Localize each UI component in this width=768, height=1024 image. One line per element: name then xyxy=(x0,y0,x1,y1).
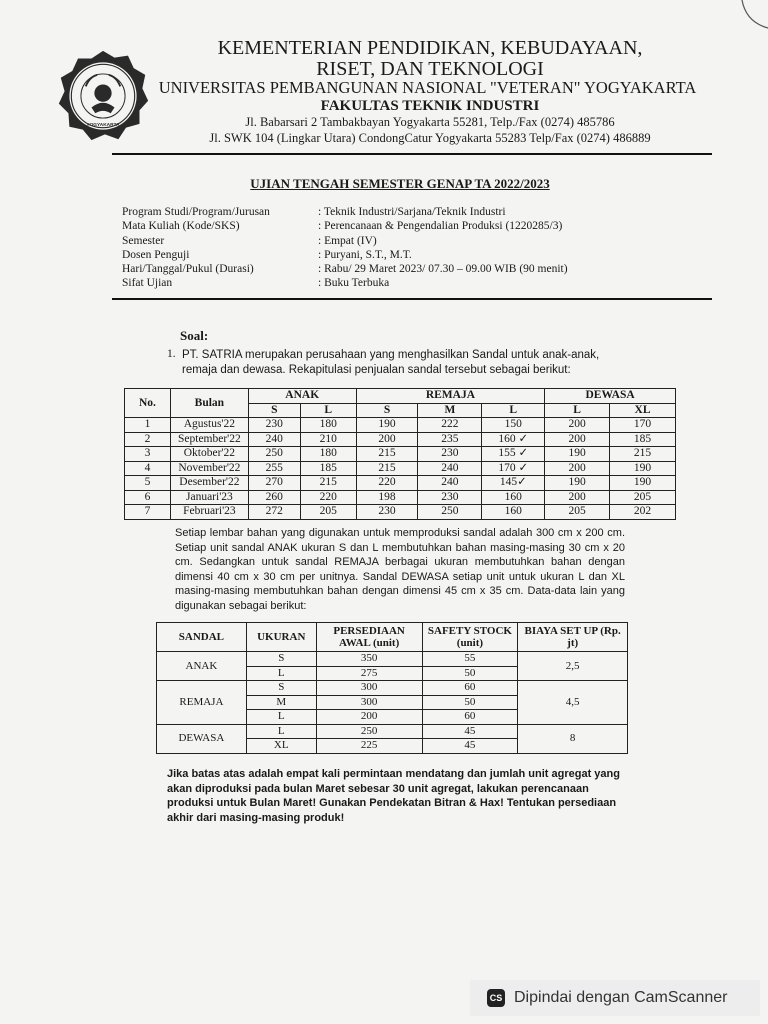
cell-sales: 200 xyxy=(545,461,610,476)
sales-table xyxy=(124,388,676,520)
cell-sales: 185 xyxy=(610,432,676,447)
header-address-1: Jl. Babarsari 2 Tambakbayan Yogyakarta 55281, Telp./Fax (0274) 485786 xyxy=(245,115,615,129)
header-university: UNIVERSITAS PEMBANGUNAN NASIONAL "VETERAN" YOGYAKARTA xyxy=(158,78,697,97)
cell-sales: 190 xyxy=(610,476,676,491)
cell-sales: 160 ✓ xyxy=(482,432,545,447)
header-address-2: Jl. SWK 104 (Lingkar Utara) CondongCatur Yogyakarta 55283 Telp/Fax (0274) 486889 xyxy=(209,131,651,145)
cell-ukuran: S xyxy=(246,652,316,667)
cell-sales: 215 xyxy=(300,476,356,491)
header-bulan: Bulan xyxy=(170,389,248,418)
info-label: Dosen Penguji xyxy=(122,248,190,261)
instructions-paragraph: Jika batas atas adalah empat kali permintaan mendatang dan jumlah unit agregat yang akan diproduksi pada bulan Maret sebesar 30 unit agregat, lakukan perencanaan produksi untuk Bulan Maret! Gunakan Pendekatan Bitran & Hax! Tentukan persediaan akhir dari masing-masing produk! xyxy=(167,768,620,824)
cell-sales: 202 xyxy=(610,505,676,520)
cell-safety: 60 xyxy=(422,681,518,696)
cell-no: 7 xyxy=(125,505,171,520)
cell-sales: 170 ✓ xyxy=(482,461,545,476)
cell-sales: 205 xyxy=(545,505,610,520)
info-label: Sifat Ujian xyxy=(122,277,173,290)
cell-biaya: 8 xyxy=(518,724,628,753)
cell-safety: 60 xyxy=(422,710,518,725)
cell-sales: 170 xyxy=(610,418,676,433)
info-label: Program Studi/Program/Jurusan xyxy=(122,206,270,218)
cell-safety: 55 xyxy=(422,652,518,667)
cell-bulan: Januari'23 xyxy=(170,490,248,505)
cell-ukuran: XL xyxy=(246,739,316,754)
cell-no: 5 xyxy=(125,476,171,491)
cell-sales: 235 xyxy=(418,432,482,447)
cell-sales: 220 xyxy=(356,476,418,491)
cell-no: 2 xyxy=(125,432,171,447)
cell-sales: 215 xyxy=(356,447,418,462)
header-persediaan: PERSEDIAAN AWAL (unit) xyxy=(316,623,422,652)
cell-sales: 160 xyxy=(482,505,545,520)
cell-sales: 255 xyxy=(248,461,300,476)
page-corner-mark xyxy=(738,0,768,40)
table-row xyxy=(125,476,676,491)
info-value: : Perencanaan & Pengendalian Produksi (1220285/3) xyxy=(318,220,563,233)
cell-sales: 220 xyxy=(300,490,356,505)
cell-ukuran: L xyxy=(246,666,316,681)
cell-sales: 200 xyxy=(545,418,610,433)
cell-sales: 190 xyxy=(545,476,610,491)
cell-ukuran: L xyxy=(246,710,316,725)
materials-paragraph: Setiap lembar bahan yang digunakan untuk memproduksi sandal adalah 300 cm x 200 cm. Setiap unit sandal ANAK ukuran S dan L membutuhkan bahan masing-masing 30 cm x 20 cm. Sedangkan untuk sandal REMAJA berbagai ukuran membutuhkan bahan dengan dimensi 40 cm x 30 cm per unitnya. Sandal DEWASA setiap unit untuk ukuran L dan XL masing-masing membutuhkan bahan dengan dimensi 45 cm x 35 cm. Data-data lain yang digunakan sebagai berikut: xyxy=(175,527,625,612)
size-header: XL xyxy=(610,403,676,418)
exam-info xyxy=(122,205,568,291)
cell-sales: 230 xyxy=(418,447,482,462)
size-header: L xyxy=(300,403,356,418)
cell-sandal: REMAJA xyxy=(157,681,247,725)
table-row xyxy=(157,681,628,696)
header-ministry-line1: KEMENTERIAN PENDIDIKAN, KEBUDAYAAN, xyxy=(217,37,643,59)
table-row xyxy=(125,432,676,447)
cell-sales: 190 xyxy=(356,418,418,433)
info-label: Mata Kuliah (Kode/SKS) xyxy=(122,220,240,233)
info-value: : Rabu/ 29 Maret 2023/ 07.30 – 09.00 WIB (90 menit) xyxy=(318,263,568,276)
info-value: : Puryani, S.T., M.T. xyxy=(318,248,412,261)
cell-safety: 45 xyxy=(422,739,518,754)
cell-bulan: September'22 xyxy=(170,432,248,447)
cell-sales: 215 xyxy=(356,461,418,476)
cell-no: 1 xyxy=(125,418,171,433)
exam-title: UJIAN TENGAH SEMESTER GENAP TA 2022/2023 xyxy=(250,176,550,191)
size-header: L xyxy=(545,403,610,418)
cell-sales: 190 xyxy=(545,447,610,462)
cell-sales: 160 xyxy=(482,490,545,505)
cell-safety: 50 xyxy=(422,666,518,681)
camscanner-text: Dipindai dengan CamScanner xyxy=(514,989,728,1006)
table-row xyxy=(125,418,676,433)
table-row xyxy=(157,652,628,667)
cell-sales: 240 xyxy=(248,432,300,447)
table-row xyxy=(125,461,676,476)
cell-sales: 270 xyxy=(248,476,300,491)
cell-no: 6 xyxy=(125,490,171,505)
table-row xyxy=(157,724,628,739)
soal-title: Soal: xyxy=(180,328,209,343)
camscanner-watermark xyxy=(470,980,760,1016)
info-label: Semester xyxy=(122,234,165,247)
info-rule xyxy=(112,298,712,300)
cell-persediaan: 275 xyxy=(316,666,422,681)
question-number: 1. xyxy=(167,348,176,360)
size-header: M xyxy=(418,403,482,418)
university-logo xyxy=(55,48,151,144)
cell-safety: 50 xyxy=(422,695,518,710)
cell-bulan: Februari'23 xyxy=(170,505,248,520)
cell-sales: 190 xyxy=(610,461,676,476)
header-anak: ANAK xyxy=(248,389,356,404)
table-row xyxy=(125,447,676,462)
cell-sales: 230 xyxy=(248,418,300,433)
cell-sales: 198 xyxy=(356,490,418,505)
info-label: Hari/Tanggal/Pukul (Durasi) xyxy=(122,263,254,276)
size-header: S xyxy=(248,403,300,418)
size-header: S xyxy=(356,403,418,418)
cell-sales: 210 xyxy=(300,432,356,447)
header-no: No. xyxy=(125,389,171,418)
cell-bulan: Oktober'22 xyxy=(170,447,248,462)
cell-bulan: Agustus'22 xyxy=(170,418,248,433)
cell-persediaan: 350 xyxy=(316,652,422,667)
cell-safety: 45 xyxy=(422,724,518,739)
logo-caption: YOGYAKARTA xyxy=(86,122,120,128)
cell-sales: 240 xyxy=(418,476,482,491)
header-ukuran: UKURAN xyxy=(246,623,316,652)
cell-sales: 180 xyxy=(300,447,356,462)
cell-persediaan: 225 xyxy=(316,739,422,754)
cell-bulan: November'22 xyxy=(170,461,248,476)
header-remaja: REMAJA xyxy=(356,389,545,404)
info-value: : Buku Terbuka xyxy=(318,277,390,290)
cell-sales: 205 xyxy=(610,490,676,505)
stock-table xyxy=(156,622,628,754)
cell-persediaan: 300 xyxy=(316,695,422,710)
header-rule xyxy=(112,153,712,155)
table-row xyxy=(125,505,676,520)
cell-persediaan: 200 xyxy=(316,710,422,725)
cell-biaya: 2,5 xyxy=(518,652,628,681)
cell-sales: 205 xyxy=(300,505,356,520)
cell-ukuran: S xyxy=(246,681,316,696)
size-header: L xyxy=(482,403,545,418)
cell-sales: 200 xyxy=(545,490,610,505)
header-biaya: BIAYA SET UP (Rp. jt) xyxy=(518,623,628,652)
header-ministry-line2: RISET, DAN TEKNOLOGI xyxy=(316,58,544,80)
cell-sales: 200 xyxy=(545,432,610,447)
cell-biaya: 4,5 xyxy=(518,681,628,725)
cell-sales: 150 xyxy=(482,418,545,433)
cell-sales: 240 xyxy=(418,461,482,476)
cell-ukuran: M xyxy=(246,695,316,710)
cell-persediaan: 300 xyxy=(316,681,422,696)
cell-sales: 215 xyxy=(610,447,676,462)
question-text: PT. SATRIA merupakan perusahaan yang menghasilkan Sandal untuk anak-anak, remaja dan dewasa. Rekapitulasi penjualan sandal tersebut sebagai berikut: xyxy=(182,349,600,376)
cell-sales: 272 xyxy=(248,505,300,520)
cell-sales: 230 xyxy=(356,505,418,520)
info-value: : Empat (IV) xyxy=(318,234,377,247)
cell-persediaan: 250 xyxy=(316,724,422,739)
cell-sales: 250 xyxy=(248,447,300,462)
cell-sales: 250 xyxy=(418,505,482,520)
cell-sales: 155 ✓ xyxy=(482,447,545,462)
header-dewasa: DEWASA xyxy=(545,389,676,404)
cell-ukuran: L xyxy=(246,724,316,739)
header-safety-stock: SAFETY STOCK (unit) xyxy=(422,623,518,652)
cell-bulan: Desember'22 xyxy=(170,476,248,491)
cell-sales: 185 xyxy=(300,461,356,476)
cell-sales: 230 xyxy=(418,490,482,505)
cell-sales: 180 xyxy=(300,418,356,433)
table-row xyxy=(125,490,676,505)
cell-sandal: DEWASA xyxy=(157,724,247,753)
cell-no: 3 xyxy=(125,447,171,462)
camscanner-icon: CS xyxy=(487,989,505,1007)
header-faculty: FAKULTAS TEKNIK INDUSTRI xyxy=(320,98,540,114)
cell-sandal: ANAK xyxy=(157,652,247,681)
cell-sales: 260 xyxy=(248,490,300,505)
cell-no: 4 xyxy=(125,461,171,476)
cell-sales: 222 xyxy=(418,418,482,433)
cell-sales: 200 xyxy=(356,432,418,447)
info-value: : Teknik Industri/Sarjana/Teknik Industri xyxy=(318,206,506,218)
header-sandal: SANDAL xyxy=(157,623,247,652)
cell-sales: 145✓ xyxy=(482,476,545,491)
